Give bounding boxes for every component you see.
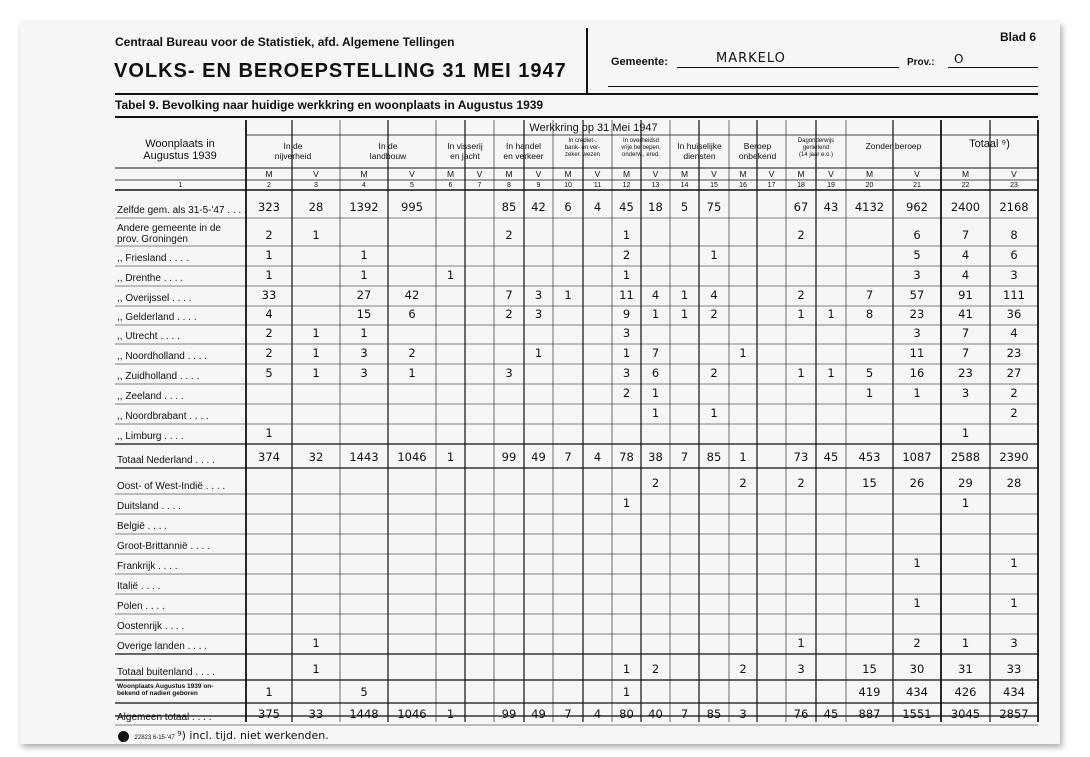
table-cell: 1 xyxy=(651,307,660,321)
table-cell: 1 xyxy=(961,496,970,510)
table-cell: 11 xyxy=(909,346,925,360)
sex-label: V xyxy=(409,169,415,179)
row-label: Totaal Nederland . . . . xyxy=(117,455,215,466)
table-cell: 1 xyxy=(534,346,543,360)
table-cell: 45 xyxy=(823,707,839,721)
column-number: 10 xyxy=(564,182,572,189)
column-number: 7 xyxy=(477,182,482,189)
table-cell: 1 xyxy=(622,268,631,282)
column-number: 16 xyxy=(739,182,747,189)
table-cell: 2 xyxy=(710,366,718,380)
sex-label: M xyxy=(446,169,455,179)
column-number: 19 xyxy=(827,182,835,189)
footnote-text: ⁹) incl. tijd. niet werkenden. xyxy=(177,729,329,742)
table-cell: 7 xyxy=(961,326,970,340)
table-cell: 1 xyxy=(865,386,874,400)
table-cell: 1 xyxy=(446,707,455,721)
table-cell: 33 xyxy=(308,707,324,721)
group-header: In de landbouw xyxy=(369,141,407,161)
table-cell: 2 xyxy=(505,307,513,321)
table-cell: 3 xyxy=(961,386,970,400)
table-cell: 1448 xyxy=(349,707,379,721)
table-cell: 2 xyxy=(622,386,631,400)
row-label: Algemeen totaal . . . . xyxy=(117,712,212,723)
table-cell: 67 xyxy=(793,200,809,214)
table-cell: 1 xyxy=(710,406,718,420)
table-cell: 434 xyxy=(1003,685,1025,699)
sex-label: M xyxy=(961,169,970,179)
row-label: Duitsland . . . . xyxy=(117,501,181,512)
table-cell: 6 xyxy=(1010,248,1018,262)
table-cell: 85 xyxy=(706,707,722,721)
table-cell: 2 xyxy=(739,662,747,676)
column-number: 6 xyxy=(448,182,453,189)
table-cell: 7 xyxy=(564,450,572,464)
province-value: O xyxy=(954,52,964,66)
table-cell: 2168 xyxy=(999,200,1029,214)
group-header: Dagonderwijs genietend (14 jaar e.o.) xyxy=(797,138,835,158)
table-cell: 30 xyxy=(909,662,925,676)
table-cell: 3 xyxy=(534,288,543,302)
table-cell: 23 xyxy=(909,307,925,321)
table-cell: 962 xyxy=(906,200,928,214)
table-cell: 3 xyxy=(622,326,631,340)
table-cell: 1 xyxy=(312,636,320,650)
sex-label: V xyxy=(711,169,717,179)
column-number: 13 xyxy=(651,182,660,189)
table-cell: 1 xyxy=(739,346,747,360)
table-cell: 16 xyxy=(909,366,925,380)
sex-label: M xyxy=(680,169,689,179)
table-cell: 1 xyxy=(408,366,416,380)
table-cell: 323 xyxy=(258,200,280,214)
column-number: 8 xyxy=(507,182,511,189)
table-cell: 11 xyxy=(619,288,634,302)
row-label: Oostenrijk . . . . xyxy=(117,621,185,632)
table-cell: 434 xyxy=(906,685,928,699)
table-cell: 1 xyxy=(312,326,320,340)
table-title: Tabel 9. Bevolking naar huidige werkkring en woonplaats in Augustus 1939 xyxy=(115,98,544,112)
table-cell: 1 xyxy=(797,307,805,321)
table-cell: 375 xyxy=(258,707,280,721)
row-label: ,, Friesland . . . . xyxy=(117,253,189,264)
table-cell: 2 xyxy=(710,307,718,321)
table-cell: 31 xyxy=(958,662,973,676)
table-cell: 1 xyxy=(312,366,320,380)
table-cell: 4 xyxy=(593,200,602,214)
sex-label: V xyxy=(535,169,542,179)
column-number: 14 xyxy=(680,182,689,189)
column-number: 4 xyxy=(362,182,366,189)
table-cell: 4 xyxy=(710,288,718,302)
column-number: 20 xyxy=(865,182,874,189)
table-cell: 1 xyxy=(360,248,368,262)
table-cell: 6 xyxy=(564,200,572,214)
table-cell: 33 xyxy=(1006,662,1022,676)
table-cell: 7 xyxy=(680,707,689,721)
table-cell: 3 xyxy=(360,366,368,380)
sheet-number: Blad 6 xyxy=(1000,30,1037,44)
table-cell: 7 xyxy=(505,288,513,302)
table-cell: 29 xyxy=(958,476,973,490)
group-header: Beroep onbekend xyxy=(738,141,777,161)
sex-label: V xyxy=(476,169,483,179)
table-cell: 4 xyxy=(961,268,970,282)
table-cell: 91 xyxy=(958,288,973,302)
table-cell: 3045 xyxy=(950,707,981,721)
table-cell: 2 xyxy=(797,476,805,490)
table-cell: 3 xyxy=(622,366,631,380)
table-cell: 2 xyxy=(265,346,273,360)
group-header: In visserij en jacht xyxy=(447,141,483,161)
gemeente-label: Gemeente: xyxy=(611,56,668,68)
table-cell: 41 xyxy=(958,307,973,321)
column-number: 17 xyxy=(767,182,776,189)
row-label: Totaal buitenland . . . . xyxy=(117,667,215,678)
table-cell: 28 xyxy=(308,200,324,214)
table-cell: 3 xyxy=(739,707,747,721)
row-label: ,, Zeeland . . . . xyxy=(117,391,184,402)
table-cell: 15 xyxy=(356,307,372,321)
table-cell: 1 xyxy=(564,288,572,302)
organisation: Centraal Bureau voor de Statistiek, afd. Algemene Tellingen xyxy=(115,35,455,49)
column-number: 18 xyxy=(797,182,805,189)
table-cell: 887 xyxy=(858,707,881,721)
table-cell: 1551 xyxy=(902,707,932,721)
table-cell: 1 xyxy=(265,268,273,282)
table-cell: 4132 xyxy=(854,200,885,214)
table-cell: 27 xyxy=(356,288,372,302)
column-number: 1 xyxy=(178,182,183,189)
column-number: 12 xyxy=(622,182,631,189)
row-label: Overige landen . . . . xyxy=(117,641,208,652)
table-cell: 1 xyxy=(622,496,631,510)
table-cell: 40 xyxy=(648,707,663,721)
sex-label: V xyxy=(1011,169,1017,179)
table-cell: 3 xyxy=(797,662,805,676)
table-cell: 2400 xyxy=(950,200,981,214)
woonplaats-header: Woonplaats in Augustus 1939 xyxy=(143,138,217,162)
table-cell: 426 xyxy=(954,685,977,699)
table-cell: 1087 xyxy=(902,450,932,464)
row-label: België . . . . xyxy=(117,521,168,532)
table-cell: 49 xyxy=(531,707,546,721)
row-label: ,, Noordbrabant . . . . xyxy=(117,411,209,422)
table-cell: 18 xyxy=(648,200,663,214)
cbs-logo-icon xyxy=(118,731,129,742)
row-label: Zelfde gem. als 31-5-'47 . . . . xyxy=(117,205,247,216)
table-cell: 3 xyxy=(913,326,921,340)
group-header: In de nijverheid xyxy=(274,141,312,161)
column-number: 11 xyxy=(593,182,602,189)
table-cell: 7 xyxy=(680,450,689,464)
table-cell: 2 xyxy=(265,326,273,340)
table-cell: 1 xyxy=(827,366,835,380)
table-cell: 1 xyxy=(1010,596,1018,610)
table-cell: 4 xyxy=(651,288,660,302)
table-cell: 4 xyxy=(593,707,602,721)
table-cell: 5 xyxy=(265,366,273,380)
form-title: VOLKS- EN BEROEPSTELLING 31 MEI 1947 xyxy=(114,60,567,82)
table-cell: 6 xyxy=(913,228,921,242)
table-cell: 2 xyxy=(622,248,631,262)
table-cell: 2 xyxy=(265,228,273,242)
group-header: In handel en verkeer xyxy=(503,141,544,161)
table-cell: 1 xyxy=(446,450,455,464)
sex-label: V xyxy=(594,169,601,179)
table-cell: 1 xyxy=(710,248,718,262)
table-cell: 2 xyxy=(797,288,805,302)
sex-label: V xyxy=(652,169,659,179)
table-cell: 1046 xyxy=(397,450,427,464)
table-cell: 3 xyxy=(1010,636,1018,650)
province-label: Prov.: xyxy=(907,57,935,68)
sex-label: M xyxy=(505,169,513,179)
table-cell: 23 xyxy=(1006,346,1022,360)
table-cell: 45 xyxy=(823,450,839,464)
table-cell: 3 xyxy=(505,366,513,380)
row-label: ,, Overijssel . . . . xyxy=(117,293,192,304)
table-cell: 1 xyxy=(913,596,921,610)
table-cell: 3 xyxy=(360,346,368,360)
table-cell: 3 xyxy=(913,268,921,282)
table-cell: 2 xyxy=(797,228,805,242)
table-cell: 111 xyxy=(1003,288,1025,302)
table-cell: 1 xyxy=(312,228,320,242)
table-cell: 80 xyxy=(619,707,634,721)
sex-label: M xyxy=(564,169,572,179)
table-cell: 5 xyxy=(360,685,368,699)
table-cell: 3 xyxy=(1010,268,1018,282)
column-number: 9 xyxy=(536,182,541,189)
table-cell: 38 xyxy=(648,450,663,464)
form-code: 22823 6-15-'47 xyxy=(134,735,175,741)
table-cell: 2 xyxy=(739,476,747,490)
table-cell: 4 xyxy=(593,450,602,464)
table-cell: 1443 xyxy=(349,450,379,464)
table-cell: 2 xyxy=(505,228,513,242)
table-cell: 1 xyxy=(651,406,660,420)
table-cell: 1 xyxy=(680,307,689,321)
table-cell: 1392 xyxy=(349,200,379,214)
table-cell: 374 xyxy=(258,450,280,464)
row-label: ,, Noordholland . . . . xyxy=(117,351,208,362)
table-cell: 1 xyxy=(622,346,631,360)
table-cell: 85 xyxy=(501,200,517,214)
sex-label: M xyxy=(865,169,874,179)
table-cell: 1046 xyxy=(397,707,427,721)
table-cell: 33 xyxy=(261,288,277,302)
row-label: ,, Limburg . . . . xyxy=(117,431,184,442)
sex-label: V xyxy=(828,169,834,179)
table-cell: 6 xyxy=(408,307,416,321)
table-cell: 419 xyxy=(858,685,881,699)
row-label: ,, Zuidholland . . . . xyxy=(117,371,200,382)
table-cell: 1 xyxy=(622,228,631,242)
table-cell: 1 xyxy=(312,346,320,360)
row-label: Groot-Brittannië . . . . xyxy=(117,541,210,552)
sex-label: M xyxy=(265,169,273,179)
table-cell: 43 xyxy=(823,200,839,214)
row-label: ,, Utrecht . . . . xyxy=(117,331,180,342)
table-cell: 1 xyxy=(265,248,273,262)
table-cell: 5 xyxy=(865,366,874,380)
sex-label: V xyxy=(313,169,319,179)
table-cell: 1 xyxy=(360,268,368,282)
table-cell: 99 xyxy=(501,450,517,464)
column-number: 22 xyxy=(961,182,970,189)
table-cell: 42 xyxy=(404,288,420,302)
row-label: Italië . . . . xyxy=(117,581,161,592)
table-cell: 5 xyxy=(913,248,921,262)
table-cell: 15 xyxy=(862,476,877,490)
group-header: In huiselijke diensten xyxy=(677,141,722,161)
werkkring-header: Werkkring op 31 Mei 1947 xyxy=(529,122,658,134)
table-cell: 32 xyxy=(308,450,324,464)
table-cell: 453 xyxy=(858,450,881,464)
column-number: 23 xyxy=(1010,182,1018,189)
table-cell: 1 xyxy=(680,288,689,302)
table-cell: 1 xyxy=(797,366,805,380)
table-cell: 9 xyxy=(622,307,631,321)
group-header: In overheidsd vrije beroepen, onderw., ered. xyxy=(621,138,661,158)
group-header: Zonder beroep xyxy=(865,141,922,151)
table-cell: 5 xyxy=(680,200,689,214)
table-cell: 4 xyxy=(1010,326,1018,340)
table-cell: 1 xyxy=(913,386,921,400)
row-label: Woonplaats Augustus 1939 on- bekend of nadien geboren xyxy=(117,683,214,697)
table-cell: 57 xyxy=(909,288,925,302)
table-cell: 1 xyxy=(797,636,805,650)
table-cell: 1 xyxy=(446,268,455,282)
table-cell: 99 xyxy=(501,707,517,721)
table-cell: 36 xyxy=(1006,307,1022,321)
table-cell: 1 xyxy=(913,556,921,570)
group-header: Totaal ⁹) xyxy=(969,138,1010,150)
column-number: 2 xyxy=(267,182,271,189)
table-cell: 1 xyxy=(622,662,631,676)
table-cell: 1 xyxy=(651,386,660,400)
table-cell: 7 xyxy=(865,288,874,302)
table-cell: 2 xyxy=(1010,406,1018,420)
table-cell: 4 xyxy=(961,248,970,262)
table-cell: 15 xyxy=(862,662,877,676)
table-cell: 1 xyxy=(961,426,970,440)
table-cell: 1 xyxy=(265,685,273,699)
table-cell: 2 xyxy=(1010,386,1018,400)
table-cell: 27 xyxy=(1006,366,1022,380)
table-cell: 1 xyxy=(312,662,320,676)
sex-label: V xyxy=(768,169,775,179)
table-cell: 2 xyxy=(651,476,660,490)
row-label: ,, Drenthe . . . . xyxy=(117,273,184,284)
table-cell: 73 xyxy=(793,450,809,464)
table-cell: 1 xyxy=(827,307,835,321)
sex-label: M xyxy=(797,169,805,179)
row-label: Andere gemeente in de prov. Groningen xyxy=(117,223,221,245)
table-cell: 76 xyxy=(793,707,809,721)
table-cell: 42 xyxy=(531,200,546,214)
table-cell: 2 xyxy=(408,346,416,360)
table-cell: 1 xyxy=(739,450,747,464)
table-cell: 2 xyxy=(913,636,921,650)
table-cell: 6 xyxy=(651,366,660,380)
row-label: Polen . . . . xyxy=(117,601,165,612)
table-cell: 78 xyxy=(619,450,634,464)
table-cell: 1 xyxy=(1010,556,1018,570)
table-cell: 8 xyxy=(1010,228,1018,242)
gemeente-value: MARKELO xyxy=(716,51,786,66)
table-cell: 7 xyxy=(564,707,572,721)
sex-label: M xyxy=(622,169,631,179)
table-cell: 4 xyxy=(265,307,273,321)
table-cell: 7 xyxy=(961,346,970,360)
table-cell: 75 xyxy=(706,200,722,214)
table-cell: 1 xyxy=(360,326,368,340)
sex-label: M xyxy=(739,169,747,179)
row-label: Frankrijk . . . . xyxy=(117,561,178,572)
table-cell: 1 xyxy=(622,685,631,699)
table-cell: 1 xyxy=(265,426,273,440)
table-cell: 26 xyxy=(909,476,925,490)
sex-label: V xyxy=(914,169,920,179)
column-number: 21 xyxy=(913,182,921,189)
row-label: ,, Gelderland . . . . xyxy=(117,312,197,323)
table-cell: 7 xyxy=(651,346,660,360)
table-cell: 2857 xyxy=(999,707,1029,721)
table-cell: 45 xyxy=(619,200,634,214)
sex-label: M xyxy=(360,169,368,179)
column-number: 5 xyxy=(410,182,414,189)
group-header: In crediet-, bank- en ver- zeker. wezen xyxy=(564,138,601,158)
table-cell: 2390 xyxy=(999,450,1029,464)
table-cell: 49 xyxy=(531,450,546,464)
column-number: 3 xyxy=(314,182,318,189)
row-label: Oost- of West-Indië . . . . xyxy=(117,481,226,492)
footnote xyxy=(118,729,329,742)
table-cell: 7 xyxy=(961,228,970,242)
table-cell: 2588 xyxy=(950,450,981,464)
table-cell: 995 xyxy=(401,200,423,214)
table-cell: 8 xyxy=(865,307,874,321)
table-cell: 28 xyxy=(1006,476,1022,490)
table-cell: 3 xyxy=(534,307,543,321)
table-cell: 1 xyxy=(961,636,970,650)
table-cell: 85 xyxy=(706,450,722,464)
table-cell: 2 xyxy=(651,662,660,676)
table-cell: 23 xyxy=(958,366,973,380)
column-number: 15 xyxy=(710,182,718,189)
